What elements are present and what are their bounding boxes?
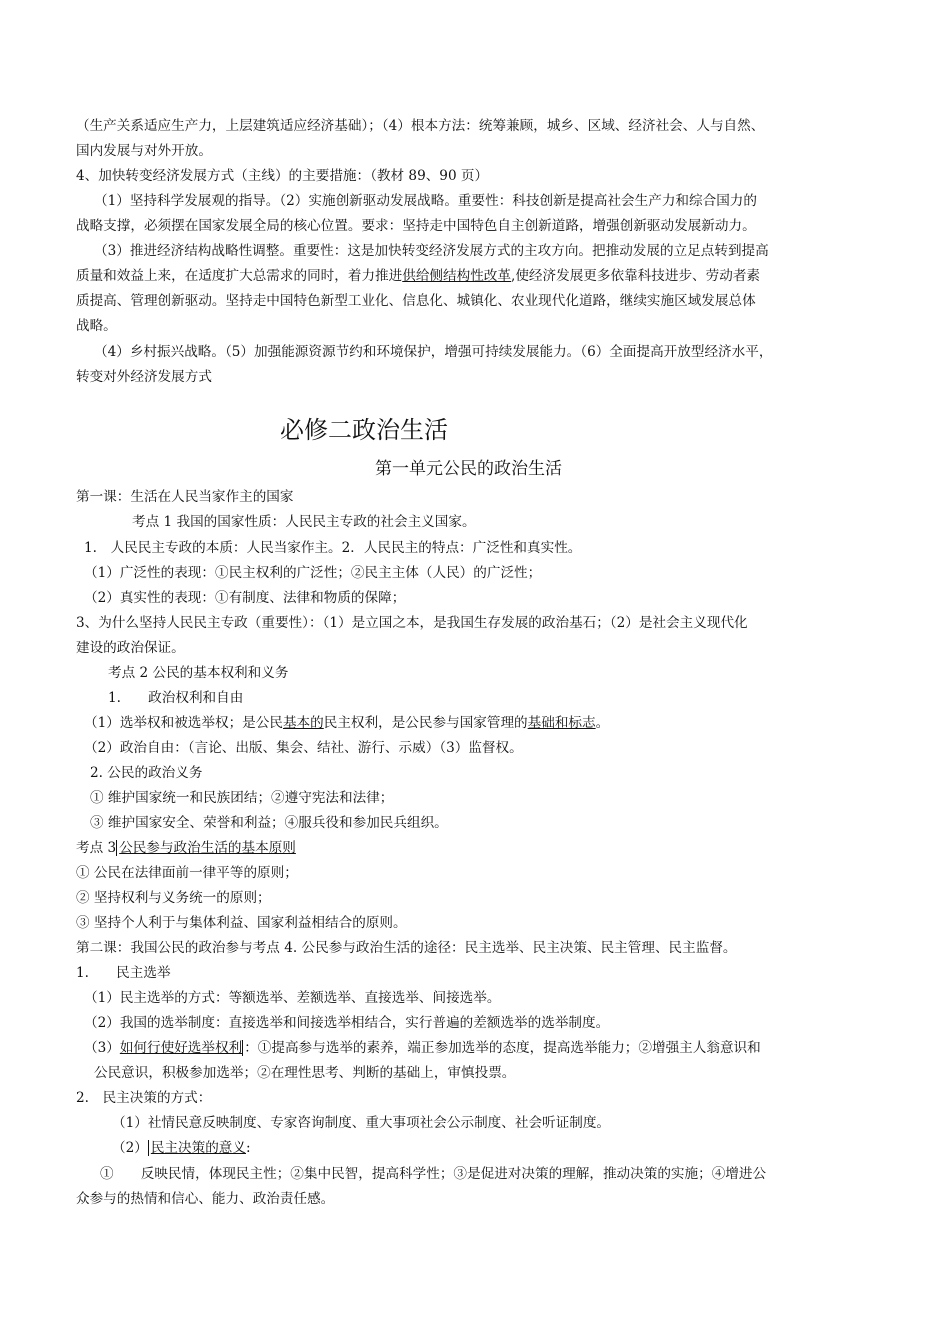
lesson2-line-9-c: : bbox=[246, 1140, 251, 1156]
lesson1-line-10-e: 。 bbox=[595, 715, 610, 731]
principle-1: ① 公民在法律面前一律平等的原则； bbox=[76, 865, 298, 881]
intro-line-10: （4）乡村振兴战略。（5）加强能源资源节约和环境保护，增强可持续发展能力。（6）全面提高开放型经济水平， bbox=[94, 344, 773, 360]
intro-line-1: （生产关系适应生产力，上层建筑适应经济基础）；（4）根本方法：统筹兼顾，城乡、区域、经济社会、人与自然、 bbox=[76, 118, 765, 134]
principle-2: ② 坚持权利与义务统一的原则； bbox=[76, 890, 271, 906]
intro-line-8: 质提高、管理创新驱动。坚持走中国特色新型工业化、信息化、城镇化、农业现代化道路，继续实施区域发展总体 bbox=[76, 293, 756, 309]
intro-line-7-rest: ,使经济发展更多依靠科技进步、劳动者素 bbox=[511, 268, 761, 284]
exam-point-2: 考点 2 公民的基本权利和义务 bbox=[108, 665, 289, 681]
lesson2-line-4: （2）我国的选举制度：直接选举和间接选举相结合，实行普遍的差额选举的选举制度。 bbox=[84, 1015, 610, 1031]
intro-line-6: （3）推进经济结构战略性调整。重要性：这是加快转变经济发展方式的主攻方向。把推动发展的立足点转到提高 bbox=[94, 243, 769, 259]
lesson1-line-12: 2. 公民的政治义务 bbox=[90, 765, 203, 781]
lesson1-line-6: 3、为什么坚持人民民主专政（重要性）：（1）是立国之本，是我国生存发展的政治基石；（2）是社会主义现代化 bbox=[76, 615, 748, 631]
lesson1-line-14: ③ 维护国家安全、荣誉和利益；④服兵役和参加民兵组织。 bbox=[90, 815, 448, 831]
intro-line-3: 4、加快转变经济发展方式（主线）的主要措施：（教材 89、90 页） bbox=[76, 168, 489, 184]
lesson1-line-4: （1）广泛性的表现：①民主权利的广泛性；②民主主体（人民）的广泛性； bbox=[84, 565, 542, 581]
lesson2-line-8: （1）社情民意反映制度、专家咨询制度、重大事项社会公示制度、社会听证制度。 bbox=[112, 1115, 611, 1131]
exam-point-1: 考点 1 我国的国家性质：人民民主专政的社会主义国家。 bbox=[132, 514, 476, 530]
unit-title: 第一单元公民的政治生活 bbox=[375, 459, 562, 479]
intro-line-7 bbox=[76, 266, 760, 286]
how-to-exercise-vote-underlined: 如何行使好选举权利 bbox=[119, 1040, 243, 1056]
intro-line-4: （1）坚持科学发展观的指导。（2）实施创新驱动发展战略。重要性：科技创新是提高社会生产力和综合国力的 bbox=[94, 193, 757, 209]
intro-line-11: 转变对外经济发展方式 bbox=[76, 369, 212, 385]
intro-line-9: 战略。 bbox=[76, 318, 117, 334]
lesson2-line-10: ① 反映民情，体现民主性；②集中民智，提高科学性；③是促进对决策的理解，推动决策的实施；④增进公 bbox=[100, 1166, 767, 1182]
lesson2-line-5-c: ：①提高参与选举的素养，端正参加选举的态度，提高选举能力；②增强主人翁意识和 bbox=[244, 1040, 761, 1056]
intro-line-5: 战略支撑，必须摆在国家发展全局的核心位置。要求：坚持走中国特色自主创新道路，增强创新驱动发展新动力。 bbox=[76, 218, 756, 234]
intro-line-7-text: 质量和效益上来，在适度扩大总需求的同时，着力推进 bbox=[76, 268, 403, 284]
page-title: 必修二政治生活 bbox=[280, 416, 448, 444]
lesson1-line-7: 建设的政治保证。 bbox=[76, 640, 185, 656]
basic-principles-underlined: 公民参与政治生活的基本原则 bbox=[116, 840, 296, 856]
foundation-and-sign-underlined: 基础和标志 bbox=[527, 715, 596, 731]
lesson2-line-9 bbox=[112, 1138, 251, 1158]
lesson1-line-13: ① 维护国家统一和民族团结；②遵守宪法和法律； bbox=[90, 790, 394, 806]
lesson1-line-5: （2）真实性的表现：①有制度、法律和物质的保障； bbox=[84, 590, 406, 606]
principle-3: ③ 坚持个人利于与集体利益、国家利益相结合的原则。 bbox=[76, 915, 407, 931]
lesson2-line-5 bbox=[84, 1038, 761, 1058]
decision-significance-underlined: 民主决策的意义 bbox=[148, 1140, 246, 1156]
lesson2-heading: 第二课：我国公民的政治参与考点 4. 公民参与政治生活的途径：民主选举、民主决策、民主管理、民主监督。 bbox=[76, 940, 737, 956]
lesson1-line-3: 1. 人民民主专政的本质：人民当家作主。2．人民民主的特点：广泛性和真实性。 bbox=[84, 540, 582, 556]
lesson2-line-6: 公民意识，积极参加选举；②在理性思考、判断的基础上，审慎投票。 bbox=[94, 1065, 516, 1081]
exam-point-3-label: 考点 3 bbox=[76, 840, 117, 856]
lesson1-line-11: （2）政治自由：（言论、出版、集会、结社、游行、示威）（3）监督权。 bbox=[84, 740, 523, 756]
lesson1-line-10 bbox=[84, 713, 609, 733]
exam-point-3 bbox=[76, 838, 296, 858]
lesson2-line-11: 众参与的热情和信心、能力、政治责任感。 bbox=[76, 1191, 335, 1207]
intro-line-2: 国内发展与对外开放。 bbox=[76, 143, 212, 159]
lesson1-line-9: 1. 政治权利和自由 bbox=[108, 690, 244, 706]
basic-underlined: 基本的 bbox=[282, 715, 324, 731]
lesson1-line-10-c: 民主权利，是公民参与国家管理的 bbox=[323, 715, 528, 731]
lesson2-line-2: 1. 民主选举 bbox=[76, 965, 171, 981]
lesson1-heading: 第一课：生活在人民当家作主的国家 bbox=[76, 489, 294, 505]
lesson2-line-3: （1）民主选举的方式：等额选举、差额选举、直接选举、间接选举。 bbox=[84, 990, 501, 1006]
supply-side-reform-underlined: 供给侧结构性改革 bbox=[402, 268, 511, 284]
lesson1-line-10-a: （1）选举权和被选举权；是公民 bbox=[84, 715, 283, 731]
lesson2-line-5-a: （3） bbox=[84, 1040, 120, 1056]
lesson2-line-7: 2. 民主决策的方式： bbox=[76, 1090, 212, 1106]
lesson2-line-9-a: （2） bbox=[112, 1140, 148, 1156]
